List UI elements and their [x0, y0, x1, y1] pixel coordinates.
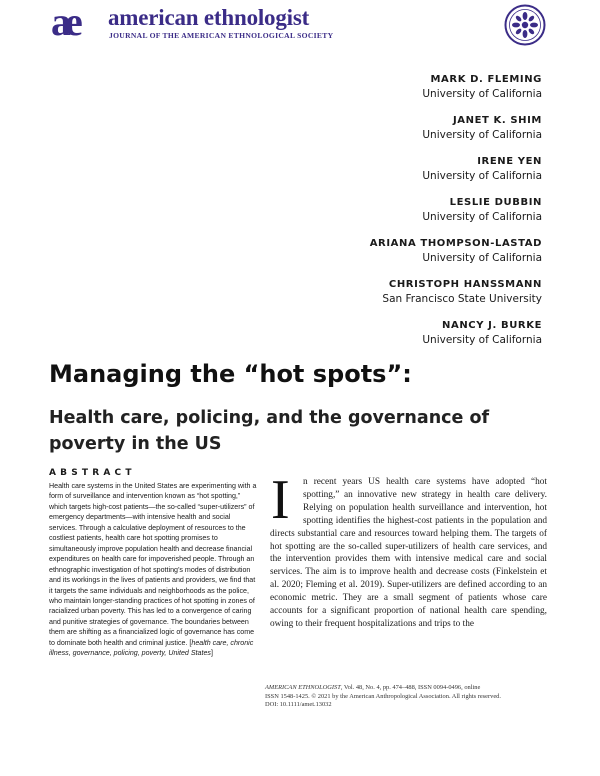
- author-entry: [370, 72, 542, 113]
- abstract-text: [49, 481, 257, 659]
- author-name: JANET K. SHIM: [452, 115, 542, 126]
- keywords-close: ]: [210, 649, 213, 658]
- footer-issn: ISSN 1548-1425. © 2021 by the American Anthropological Association. All rights reserved.: [265, 692, 501, 700]
- author-entry: [370, 277, 542, 318]
- society-seal-icon: [504, 4, 546, 46]
- keywords-open: [: [187, 638, 192, 647]
- citation-footer: [265, 684, 545, 710]
- body-text: n recent years US health care systems have adopted “hot spotting,” an innovative new strategy in health care delivery. Relying on population health surveillance and intervention, hot spotting identifies the highest-cost patients in the population and directs substantial care and resources toward helping them. The targets of hot spotting are the so-called super-utilizers of health care services, and the intervention provides them with intensive medical care and social services. The aim is to improve health and decrease costs (Finkelstein et al. 2020; Fleming et al. 2019). Super-utilizers are defined according to an economic metric. They are a small segment of patients whose care accounts for a significant proportion of national health care spending, owing to their frequent hospitalizations and trips to the: [270, 477, 547, 629]
- author-affiliation: University of California: [422, 129, 542, 141]
- author-entry: [370, 113, 542, 154]
- footer-doi: DOI: 10.1111/amet.13032: [265, 701, 332, 709]
- author-affiliation: University of California: [422, 88, 542, 100]
- author-name: NANCY J. BURKE: [442, 320, 542, 331]
- author-name: CHRISTOPH HANSSMANN: [388, 279, 542, 290]
- author-entry: [370, 195, 542, 236]
- footer-volume: , Vol. 48, No. 4, pp. 474–488, ISSN 0094-0496, online: [340, 684, 481, 691]
- drop-cap: I: [271, 469, 290, 531]
- body-paragraph: [270, 469, 547, 631]
- author-name: LESLIE DUBBIN: [449, 197, 542, 208]
- author-entry: [370, 236, 542, 277]
- dropcap-spacer: [270, 469, 303, 531]
- author-name: IRENE YEN: [477, 156, 542, 167]
- abstract-heading: ABSTRACT: [49, 468, 136, 478]
- author-entry: [370, 318, 542, 359]
- svg-text:ae: ae: [51, 6, 77, 40]
- author-entry: [370, 154, 542, 195]
- abstract-body: Health care systems in the United States are experimenting with a form of surveillance and intervention known as “hot spotting,” which targets high-cost patients—the so-called “super-utilizers” of emergency departments—with intensive health and social services. Through a calculative deployment of resources to the costliest patients, health care hot spotting promises to simultaneously improve population health and decrease financial expenditures on health care for impoverished people. Through an ethnographic investigation of hot spotting’s modes of distribution and its workings in the lives of patients and providers, we find that it targets the same individuals and neighborhoods as the police, who maintain longer-standing practices of hot spotting in zones of racialized urban poverty. This has led to a convergence of caring and punitive strategies of governance. The boundaries between them are shifting as a financialized logic of governance has come to dominate both health and criminal justice.: [49, 482, 257, 647]
- article-title: Managing the “hot spots”:: [49, 360, 412, 388]
- abstract-keywords: health care, chronic illness, governance, policing, poverty, United States: [49, 638, 254, 658]
- author-name: ARIANA THOMPSON-LASTAD: [369, 238, 542, 249]
- journal-subtitle: JOURNAL OF THE AMERICAN ETHNOLOGICAL SOCIETY: [109, 31, 334, 40]
- article-subtitle: Health care, policing, and the governance of poverty in the US: [49, 408, 490, 454]
- author-list: [370, 72, 542, 359]
- author-affiliation: University of California: [422, 170, 542, 182]
- author-affiliation: University of California: [422, 252, 542, 264]
- journal-name: american ethnologist: [108, 5, 310, 30]
- author-name: MARK D. FLEMING: [430, 74, 542, 85]
- author-affiliation: University of California: [422, 211, 542, 223]
- author-affiliation: University of California: [422, 334, 542, 346]
- author-affiliation: San Francisco State University: [382, 293, 542, 305]
- journal-logo-mark: [50, 6, 106, 40]
- footer-journal-name: AMERICAN ETHNOLOGIST: [265, 684, 341, 691]
